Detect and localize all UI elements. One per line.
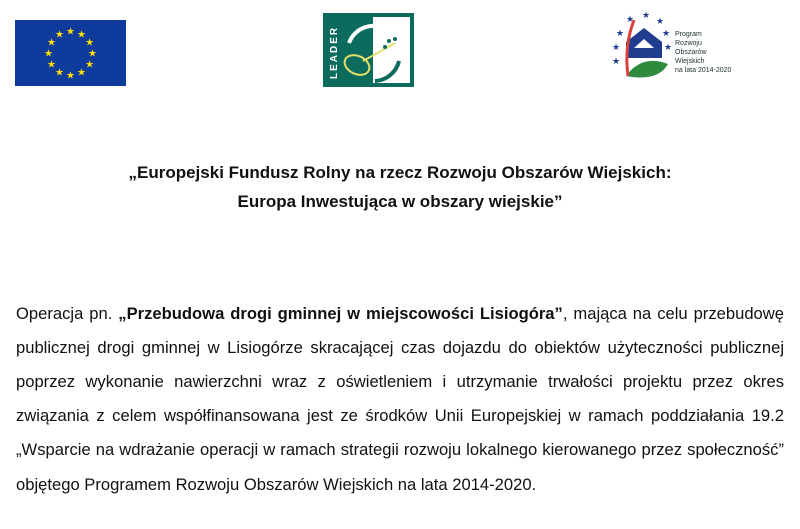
body-text: , mająca na celu przebudowę publicznej drogi gminnej w Lisiogórze skracającej czas dojazdu do obiektów użyteczności publicznej poprzez wykonanie nawierzchni wraz z oświetleniem i utrzymanie trwałości projektu przez okres związania z celem współfinansowana jest ze środków Unii Europejskiej w ramach poddziałania 19.2 „Wsparcie na wdrażanie operacji w ramach strategii rozwoju lokalnego kierowanego przez społeczność” objętego Programem Rozwoju Obszarów Wiejskich na lata 2014-2020.	[16, 303, 784, 494]
eu-star-icon: ★	[77, 29, 86, 41]
eu-star-icon: ★	[88, 48, 97, 60]
svg-text:★: ★	[612, 56, 621, 66]
eu-stars-icon	[15, 20, 126, 86]
intro-text: Operacja pn.	[16, 303, 119, 323]
eu-star-icon: ★	[46, 59, 56, 71]
body-paragraph	[16, 297, 784, 502]
eu-flag-logo	[15, 20, 126, 86]
prow-logo-text: Program Rozwoju Obszarów Wiejskich na lata 2014-2020	[675, 31, 732, 74]
operation-name: „Przebudowa drogi gminnej w miejscowości Lisiogóra”	[118, 303, 563, 323]
prow-logo	[608, 6, 738, 82]
eu-star-icon: ★	[55, 67, 64, 79]
title-line-2: Europa Inwestująca w obszary wiejskie”	[237, 192, 563, 211]
svg-text:★: ★	[662, 28, 671, 38]
svg-text:★: ★	[616, 28, 625, 38]
page-title	[0, 158, 800, 216]
svg-text:LEADER: LEADER	[329, 25, 340, 79]
eu-star-icon: ★	[77, 67, 86, 79]
leader-logo	[323, 13, 414, 87]
svg-text:★: ★	[656, 16, 665, 26]
eu-star-icon: ★	[66, 70, 75, 82]
eu-star-icon: ★	[55, 29, 64, 41]
eu-star-icon: ★	[44, 48, 53, 60]
svg-text:★: ★	[664, 42, 673, 52]
svg-text:★: ★	[626, 14, 635, 24]
eu-star-icon: ★	[85, 37, 95, 49]
svg-text:★: ★	[612, 42, 621, 52]
eu-star-icon: ★	[66, 26, 75, 38]
eu-star-icon: ★	[46, 37, 56, 49]
svg-text:★: ★	[642, 10, 651, 20]
eu-star-icon: ★	[85, 59, 95, 71]
title-line-1: „Europejski Fundusz Rolny na rzecz Rozwoju Obszarów Wiejskich:	[128, 163, 672, 182]
